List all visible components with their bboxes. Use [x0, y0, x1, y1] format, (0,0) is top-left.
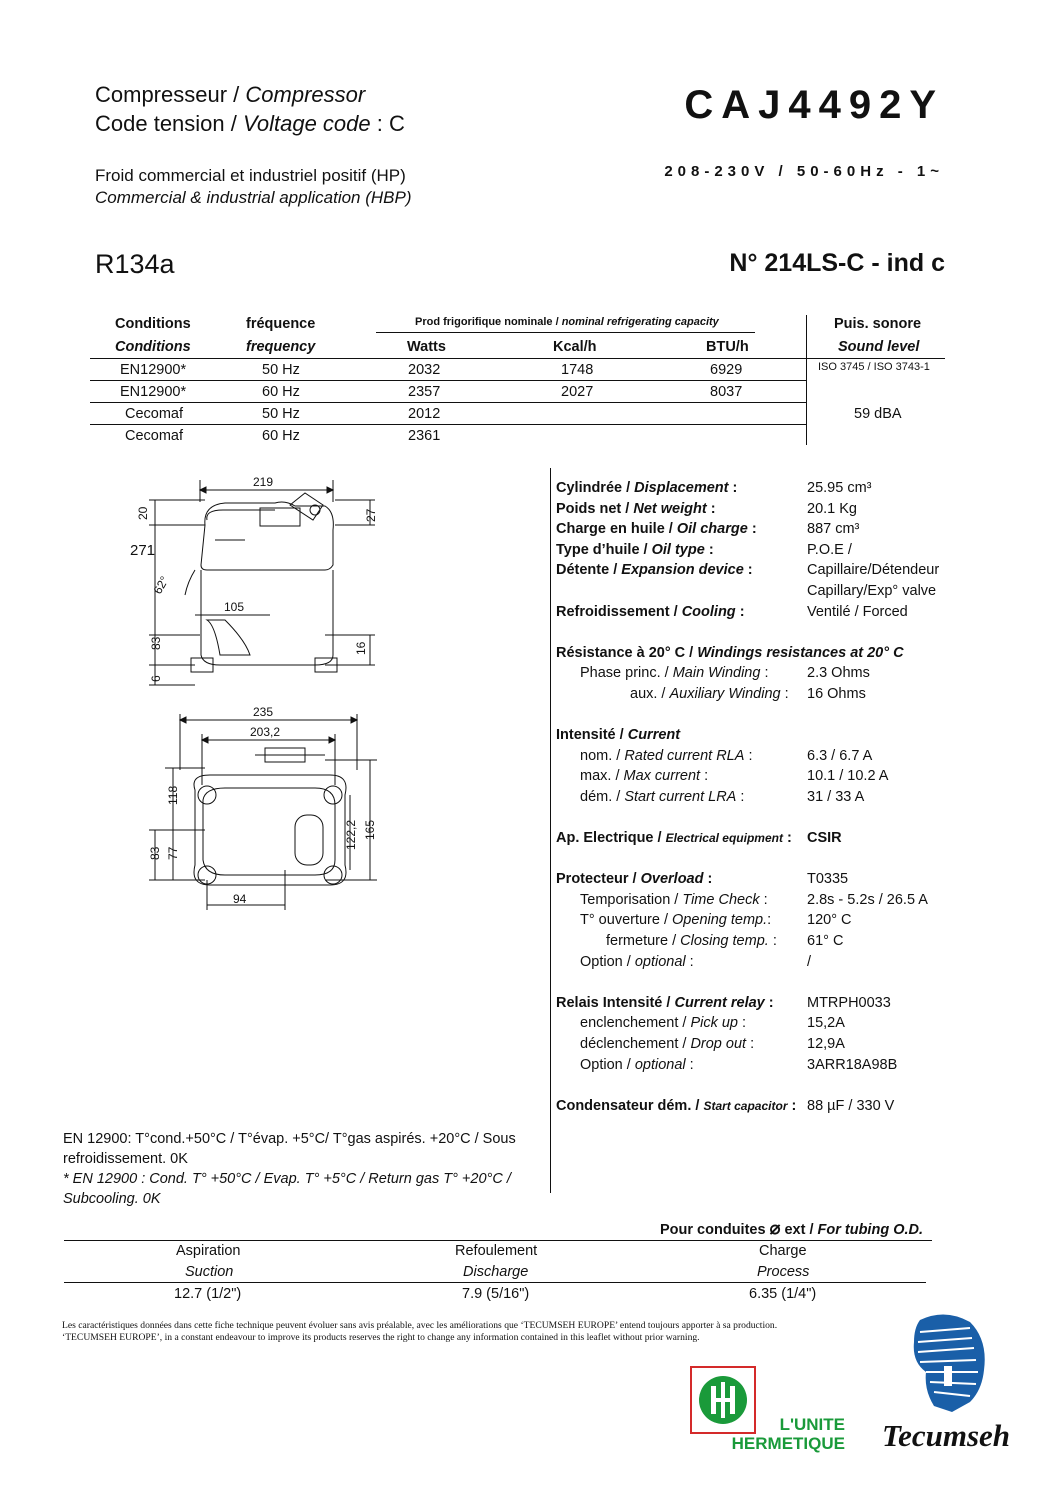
elec-equipment-label: Ap. Electrique / Electrical equipment : [556, 830, 792, 847]
col-sound-fr: Puis. sonore [834, 316, 922, 332]
main-winding-value: 2.3 Ohms [807, 665, 870, 682]
col-conditions-fr: Conditions [115, 316, 191, 332]
unite-hermetique-text: L'UNITE HERMETIQUE [731, 1415, 845, 1453]
col-sound-en: Sound level [838, 339, 920, 355]
sound-standard: ISO 3745 / ISO 3743-1 [818, 361, 930, 373]
current-title: Intensité / Current [556, 727, 681, 744]
application-en: Commercial & industrial application (HBP) [95, 188, 412, 207]
row-rule [90, 424, 806, 425]
voltage-rating: 208-230V / 50-60Hz - 1~ [664, 163, 944, 180]
oil-charge-label: Charge en huile / Oil charge : [556, 521, 757, 538]
time-check-value: 2.8s - 5.2s / 26.5 A [807, 891, 928, 908]
dropout-label: déclenchement / Drop out : [580, 1036, 755, 1053]
compressor-drawing [125, 470, 545, 920]
tubing-top-rule [64, 1240, 932, 1241]
lra-label: dém. / Start current LRA : [580, 788, 745, 805]
refrigerant: R134a [95, 249, 175, 279]
tecumseh-chief-icon [900, 1310, 990, 1415]
overload-label: Protecteur / Overload : [556, 871, 713, 888]
elec-equipment-value: CSIR [807, 830, 842, 847]
oil-charge-value: 887 cm³ [807, 521, 860, 538]
option1-value: / [807, 953, 812, 970]
test-conditions-note: EN 12900: T°cond.+50°C / T°évap. +5°C/ T°gas aspirés. +20°C / Sous refroidissement. 0K * EN 12900 : Cond. T° +50°C / Evap. T° +5°C / Return gas T° +20°C / Subcooling. 0K [63, 1131, 516, 1207]
tubing-mid-rule [64, 1282, 926, 1283]
relay-value: MTRPH0033 [807, 994, 891, 1011]
expansion-value-2: Capillary/Exp° valve [807, 582, 937, 599]
resistance-title: Résistance à 20° C / Windings resistances at 20° C [556, 644, 904, 661]
col-kcal: Kcal/h [553, 339, 597, 355]
rla-label: nom. / Rated current RLA : [580, 747, 753, 764]
displacement-label: Cylindrée / Displacement : [556, 480, 738, 496]
dim-top-122: 122,2 [344, 819, 358, 850]
sound-value: 59 dBA [854, 406, 902, 422]
col-watts: Watts [407, 339, 446, 355]
lra-value: 31 / 33 A [807, 788, 865, 805]
dim-top-width: 235 [253, 705, 274, 719]
tubing-title: Pour conduites ⌀ ext / For tubing O.D. [660, 1218, 924, 1238]
tecumseh-wordmark: Tecumseh [882, 1418, 1011, 1453]
dim-side-6: 6 [149, 675, 163, 682]
dim-side-top-left: 20 [136, 506, 150, 520]
pickup-value: 15,2A [807, 1015, 845, 1032]
time-check-label: Temporisation / Time Check : [580, 891, 768, 908]
option2-value: 3ARR18A98B [807, 1056, 898, 1073]
row-rule [90, 402, 806, 403]
dim-side-width: 219 [253, 475, 274, 489]
main-winding-label: Phase princ. / Main Winding : [580, 665, 769, 682]
relay-label: Relais Intensité / Current relay : [556, 994, 774, 1011]
aux-winding-label: aux. / Auxiliary Winding : [630, 685, 789, 702]
displacement-value: 25.95 cm³ [807, 480, 872, 496]
rla-value: 6.3 / 6.7 A [807, 747, 873, 764]
closing-temp-value: 61° C [807, 933, 844, 950]
expansion-label: Détente / Expansion device : [556, 562, 753, 579]
sound-column-rule [806, 315, 807, 445]
capacity-underline [376, 332, 755, 333]
col-conditions-en: Conditions [115, 339, 191, 355]
overload-value: T0335 [807, 871, 849, 888]
table-header-rule [90, 358, 945, 359]
option1-label: Option / optional : [580, 953, 694, 970]
opening-temp-label: T° ouverture / Opening temp.: [580, 912, 772, 929]
opening-temp-value: 120° C [807, 912, 852, 929]
dim-side-83: 83 [149, 636, 163, 650]
max-current-value: 10.1 / 10.2 A [807, 768, 889, 785]
dim-top-118: 118 [166, 785, 180, 805]
capacitor-value: 88 µF / 330 V [807, 1097, 895, 1114]
expansion-value-1: Capillaire/Détendeur [807, 562, 940, 579]
cooling-label: Refroidissement / Cooling : [556, 603, 745, 620]
aux-winding-value: 16 Ohms [807, 685, 866, 702]
dim-top-165: 165 [363, 819, 377, 840]
col-btu: BTU/h [706, 339, 749, 355]
oil-type-value: P.O.E / [807, 541, 852, 558]
oil-type-label: Type d’huile / Oil type : [556, 541, 714, 558]
weight-label: Poids net / Net weight : [556, 500, 716, 517]
spec-values [807, 478, 939, 1116]
dim-top-83: 83 [148, 846, 162, 860]
dim-side-height: 271 [130, 542, 156, 559]
dim-top-94: 94 [233, 892, 247, 906]
dim-top-77: 77 [166, 846, 180, 860]
dim-top-inner: 203,2 [250, 725, 281, 739]
dim-side-top-right: 27 [364, 508, 378, 522]
voltage-code-label: Code tension / Voltage code : C [95, 111, 405, 136]
dropout-value: 12,9A [807, 1036, 845, 1053]
disclaimer: Les caractéristiques données dans cette fiche technique peuvent évoluer sans avis préalable, avec les améliorations que ‘TECUMSEH EUROPE’ entend toujours apporter à sa production. ‘TECUMSEH EUROPE’, in a constant endeavour to improve its products reserves the right to change any information contained in this leaflet without prior warning. [62, 1320, 778, 1343]
capacitor-label: Condensateur dém. / Start capacitor : [556, 1097, 797, 1114]
pickup-label: enclenchement / Pick up : [580, 1015, 747, 1032]
model-number: CAJ4492Y [684, 83, 944, 127]
cooling-value: Ventilé / Forced [807, 603, 908, 620]
option2-label: Option / optional : [580, 1056, 694, 1073]
max-current-label: max. / Max current : [580, 768, 709, 785]
document-number: N° 214LS-C - ind c [729, 249, 945, 277]
dim-side-16: 16 [354, 641, 368, 655]
dim-side-mid: 105 [224, 600, 245, 614]
row-rule [90, 380, 806, 381]
closing-temp-label: fermeture / Closing temp. : [606, 933, 777, 950]
col-capacity: Prod frigorifique nominale / nominal refrigerating capacity [415, 316, 719, 328]
application-fr: Froid commercial et industriel positif (HP) [95, 166, 406, 185]
compressor-label: Compresseur / Compressor [95, 82, 366, 107]
weight-value: 20.1 Kg [807, 500, 857, 517]
col-freq-en: frequency [246, 339, 316, 355]
spec-divider [550, 468, 551, 1193]
dim-side-angle: 62° [150, 573, 172, 597]
col-freq-fr: fréquence [246, 316, 316, 332]
